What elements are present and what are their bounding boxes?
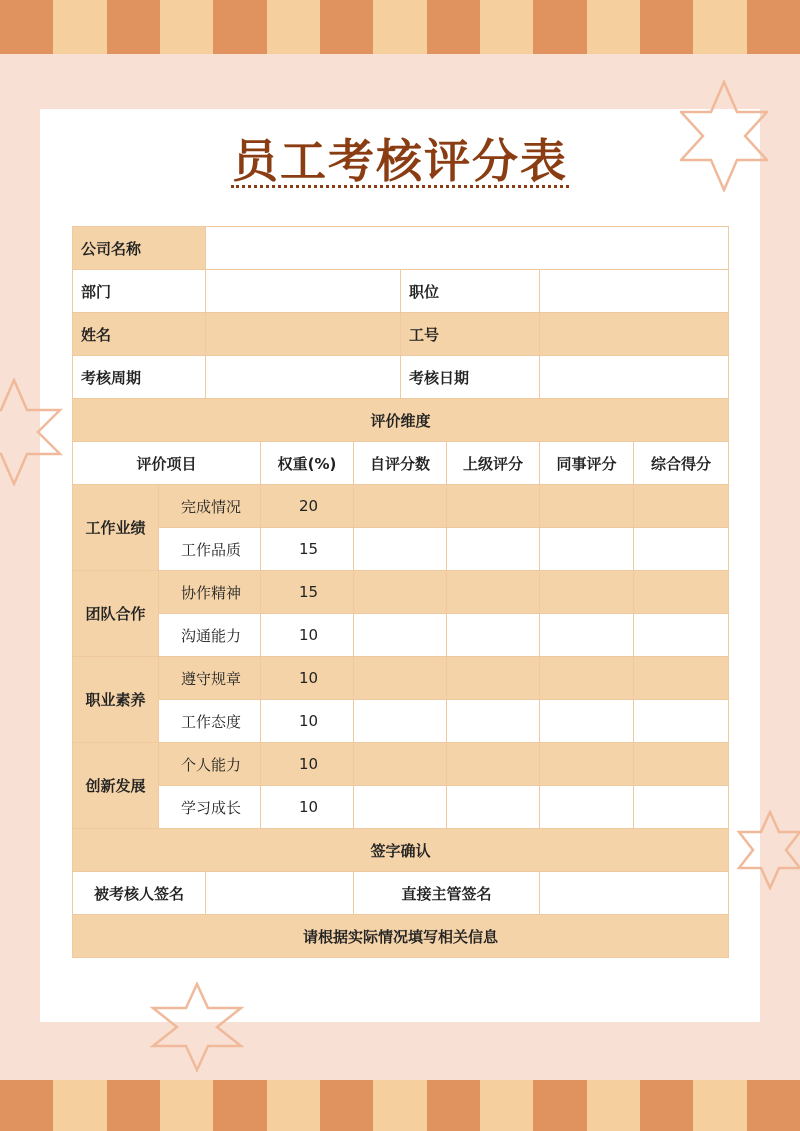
- stripe: [320, 0, 373, 54]
- superior-score-cell[interactable]: [447, 571, 540, 614]
- table-row: [73, 485, 729, 528]
- total-score-cell[interactable]: [634, 786, 729, 829]
- peer-score-cell[interactable]: [540, 657, 634, 700]
- peer-score-cell[interactable]: [540, 614, 634, 657]
- stripe: [107, 1080, 160, 1131]
- item-weight: 10: [261, 786, 354, 829]
- self-score-cell[interactable]: [354, 571, 447, 614]
- stripe: [480, 1080, 533, 1131]
- total-score-cell[interactable]: [634, 743, 729, 786]
- stripe: [427, 1080, 480, 1131]
- stripe: [107, 0, 160, 54]
- stripe: [587, 0, 640, 54]
- section-eval-row: [73, 399, 729, 442]
- manager-signature-label: 直接主管签名: [354, 872, 540, 915]
- dept-label: 部门: [73, 270, 206, 313]
- item-name: 工作态度: [159, 700, 261, 743]
- star-decoration-icon: [150, 982, 244, 1072]
- superior-score-cell[interactable]: [447, 657, 540, 700]
- peer-score-cell[interactable]: [540, 786, 634, 829]
- section-eval-heading: 评价维度: [73, 399, 729, 442]
- footer-note: 请根据实际情况填写相关信息: [73, 915, 729, 958]
- title-underline: [231, 185, 569, 188]
- item-name: 沟通能力: [159, 614, 261, 657]
- self-score-cell[interactable]: [354, 700, 447, 743]
- stripe: [533, 1080, 586, 1131]
- stripe: [267, 1080, 320, 1131]
- stripe: [640, 0, 693, 54]
- table-row: [73, 571, 729, 614]
- total-score-cell[interactable]: [634, 571, 729, 614]
- group-label: 创新发展: [73, 743, 159, 829]
- superior-score-cell[interactable]: [447, 614, 540, 657]
- table-row: [73, 786, 729, 829]
- page-title: 员工考核评分表: [232, 134, 568, 188]
- period-row: [73, 356, 729, 399]
- peer-score-cell[interactable]: [540, 571, 634, 614]
- id-field[interactable]: [540, 313, 729, 356]
- stripe: [213, 0, 266, 54]
- stripe: [587, 1080, 640, 1131]
- stripe: [267, 0, 320, 54]
- section-sign-row: [73, 829, 729, 872]
- self-score-cell[interactable]: [354, 614, 447, 657]
- self-score-cell[interactable]: [354, 657, 447, 700]
- item-name: 协作精神: [159, 571, 261, 614]
- star-decoration-icon: [680, 80, 768, 192]
- dept-row: [73, 270, 729, 313]
- manager-signature-field[interactable]: [540, 872, 729, 915]
- form-card: [40, 109, 760, 1022]
- stripe: [53, 0, 106, 54]
- bottom-stripe-border: [0, 1080, 800, 1131]
- stripe: [160, 1080, 213, 1131]
- star-decoration-icon: [0, 378, 66, 486]
- item-weight: 10: [261, 657, 354, 700]
- group-label: 团队合作: [73, 571, 159, 657]
- superior-score-cell[interactable]: [447, 485, 540, 528]
- company-row: [73, 227, 729, 270]
- item-name: 个人能力: [159, 743, 261, 786]
- stripe: [53, 1080, 106, 1131]
- position-field[interactable]: [540, 270, 729, 313]
- item-weight: 10: [261, 700, 354, 743]
- superior-score-cell[interactable]: [447, 743, 540, 786]
- self-score-cell[interactable]: [354, 786, 447, 829]
- evaluation-table: [72, 226, 729, 958]
- name-field[interactable]: [206, 313, 401, 356]
- total-score-cell[interactable]: [634, 614, 729, 657]
- peer-score-cell[interactable]: [540, 743, 634, 786]
- item-weight: 15: [261, 528, 354, 571]
- employee-signature-field[interactable]: [206, 872, 354, 915]
- stripe: [533, 0, 586, 54]
- name-label: 姓名: [73, 313, 206, 356]
- stripe: [747, 1080, 800, 1131]
- group-label: 职业素养: [73, 657, 159, 743]
- total-score-cell[interactable]: [634, 485, 729, 528]
- stripe: [213, 1080, 266, 1131]
- item-weight: 20: [261, 485, 354, 528]
- stripe: [693, 1080, 746, 1131]
- footer-row: [73, 915, 729, 958]
- table-row: [73, 614, 729, 657]
- item-name: 学习成长: [159, 786, 261, 829]
- stripe: [693, 0, 746, 54]
- total-score-cell[interactable]: [634, 657, 729, 700]
- section-sign-heading: 签字确认: [73, 829, 729, 872]
- col-header-weight: 权重(%): [261, 442, 354, 485]
- stripe: [373, 0, 426, 54]
- col-header-superior: 上级评分: [447, 442, 540, 485]
- stripe: [160, 0, 213, 54]
- item-weight: 15: [261, 571, 354, 614]
- table-row: [73, 700, 729, 743]
- period-label: 考核周期: [73, 356, 206, 399]
- dept-field[interactable]: [206, 270, 401, 313]
- stripe: [747, 0, 800, 54]
- signature-row: [73, 872, 729, 915]
- stripe: [320, 1080, 373, 1131]
- star-decoration-icon: [734, 810, 800, 890]
- period-field[interactable]: [206, 356, 401, 399]
- superior-score-cell[interactable]: [447, 528, 540, 571]
- superior-score-cell[interactable]: [447, 786, 540, 829]
- stripe: [427, 0, 480, 54]
- total-score-cell[interactable]: [634, 700, 729, 743]
- id-label: 工号: [401, 313, 540, 356]
- col-header-peer: 同事评分: [540, 442, 634, 485]
- employee-signature-label: 被考核人签名: [73, 872, 206, 915]
- item-weight: 10: [261, 743, 354, 786]
- superior-score-cell[interactable]: [447, 700, 540, 743]
- col-header-self: 自评分数: [354, 442, 447, 485]
- group-label: 工作业绩: [73, 485, 159, 571]
- stripe: [640, 1080, 693, 1131]
- company-field[interactable]: [206, 227, 729, 270]
- peer-score-cell[interactable]: [540, 700, 634, 743]
- stripe: [0, 0, 53, 54]
- total-score-cell[interactable]: [634, 528, 729, 571]
- table-row: [73, 657, 729, 700]
- stripe: [373, 1080, 426, 1131]
- item-name: 遵守规章: [159, 657, 261, 700]
- col-header-item: 评价项目: [73, 442, 261, 485]
- company-label: 公司名称: [73, 227, 206, 270]
- date-field[interactable]: [540, 356, 729, 399]
- peer-score-cell[interactable]: [540, 528, 634, 571]
- item-name: 完成情况: [159, 485, 261, 528]
- self-score-cell[interactable]: [354, 743, 447, 786]
- name-row: [73, 313, 729, 356]
- column-header-row: [73, 442, 729, 485]
- stripe: [480, 0, 533, 54]
- position-label: 职位: [401, 270, 540, 313]
- item-name: 工作品质: [159, 528, 261, 571]
- date-label: 考核日期: [401, 356, 540, 399]
- col-header-total: 综合得分: [634, 442, 729, 485]
- top-stripe-border: [0, 0, 800, 54]
- self-score-cell[interactable]: [354, 485, 447, 528]
- stripe: [0, 1080, 53, 1131]
- table-row: [73, 528, 729, 571]
- peer-score-cell[interactable]: [540, 485, 634, 528]
- item-weight: 10: [261, 614, 354, 657]
- table-row: [73, 743, 729, 786]
- self-score-cell[interactable]: [354, 528, 447, 571]
